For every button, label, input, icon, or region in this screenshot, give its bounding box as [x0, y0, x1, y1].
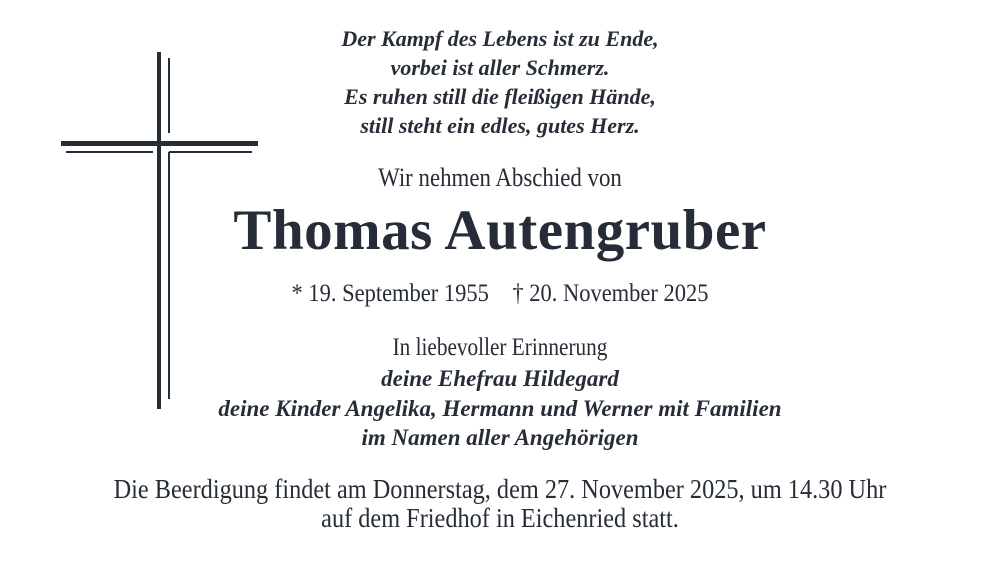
- poem-line: Der Kampf des Lebens ist zu Ende,: [341, 26, 659, 51]
- mourners-block: [0, 364, 1000, 453]
- farewell-intro-line: Wir nehmen Abschied von: [378, 163, 622, 192]
- mourner-line: deine Kinder Angelika, Hermann und Werner mit Familien: [218, 395, 782, 421]
- remembrance-line: In liebevoller Erinnerung: [392, 334, 608, 361]
- mourner-line: im Namen aller Angehörigen: [361, 425, 639, 450]
- birth-date: * 19. September 1955: [291, 280, 489, 307]
- mourner-line: deine Ehefrau Hildegard: [381, 366, 619, 391]
- life-dates: [50, 280, 950, 308]
- death-date: † 20. November 2025: [512, 280, 709, 307]
- funeral-info: [50, 475, 950, 533]
- poem-line: Es ruhen still die fleißigen Hände,: [344, 84, 656, 109]
- poem-line: still steht ein edles, gutes Herz.: [360, 113, 640, 138]
- cross-horizontal-accent-right: [169, 151, 252, 153]
- funeral-info-line: auf dem Friedhof in Eichenried statt.: [321, 503, 679, 533]
- cross-horizontal-bar: [61, 141, 258, 146]
- funeral-info-line: Die Beerdigung findet am Donnerstag, dem 27. November 2025, um 14.30 Uhr: [113, 474, 887, 504]
- memorial-poem: [0, 24, 1000, 140]
- poem-line: vorbei ist aller Schmerz.: [390, 55, 610, 80]
- deceased-name: Thomas Autengruber: [233, 199, 767, 262]
- cross-horizontal-accent-left: [66, 151, 153, 153]
